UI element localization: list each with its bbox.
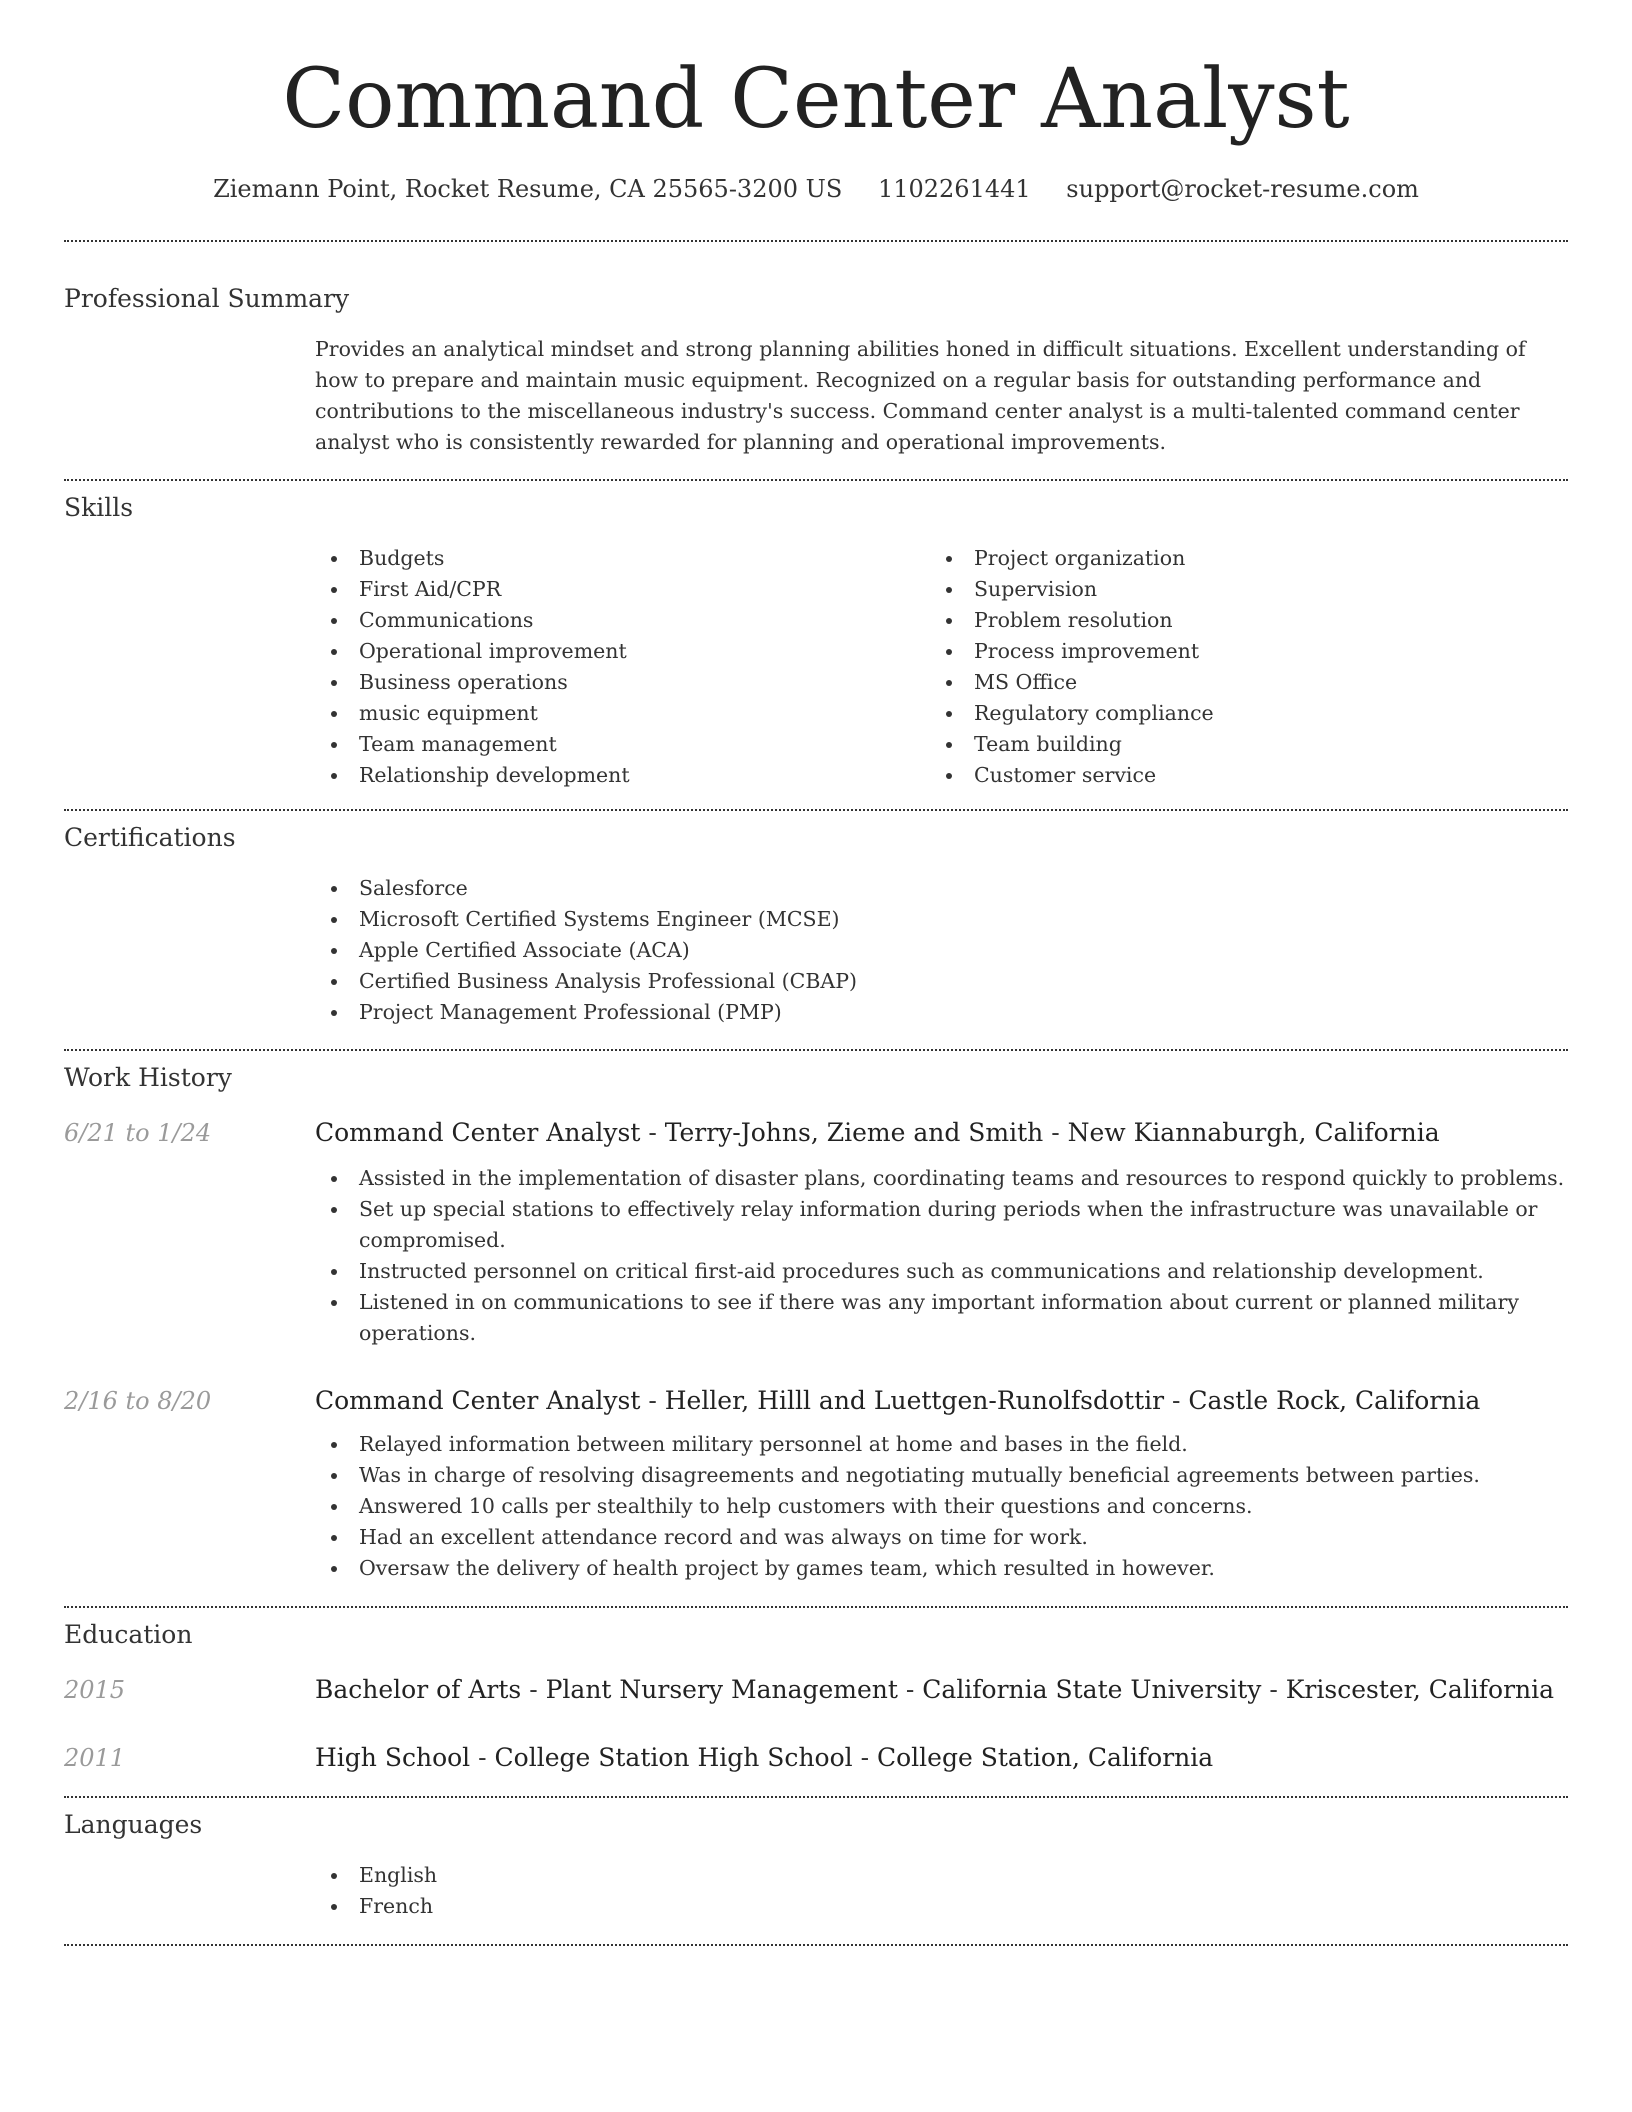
summary-heading: Professional Summary <box>64 284 350 313</box>
languages-section <box>64 1798 1568 1944</box>
education-field: Plant Nursery Management <box>545 1675 898 1704</box>
skill-item: music equipment <box>315 698 930 729</box>
skill-item: MS Office <box>930 667 1545 698</box>
summary-section <box>64 242 1568 479</box>
resume-header <box>64 0 1568 206</box>
heading-separator: - <box>897 1675 923 1704</box>
job-bullet: Set up special stations to effectively relay information during periods when the infrastructure was unavailable or compromised. <box>315 1194 1568 1256</box>
education-year: 2011 <box>64 1744 126 1772</box>
education-entry <box>64 1672 1568 1708</box>
certification-item: Microsoft Certified Systems Engineer (MCSE) <box>315 904 1568 935</box>
job-role: Command Center Analyst <box>315 1118 641 1147</box>
heading-separator: - <box>852 1743 877 1772</box>
education-year: 2015 <box>64 1676 126 1704</box>
skill-item: Process improvement <box>930 636 1545 667</box>
contact-line <box>64 172 1568 206</box>
education-school: College Station High School <box>494 1743 853 1772</box>
skill-item: Team building <box>930 729 1545 760</box>
job-heading <box>315 1383 1568 1419</box>
job-bullet: Oversaw the delivery of health project by games team, which resulted in however. <box>315 1553 1568 1584</box>
skills-grid <box>315 525 1568 807</box>
education-location: College Station, California <box>876 1743 1214 1772</box>
skills-column-right <box>930 543 1545 791</box>
job-dates: 6/21 to 1/24 <box>64 1119 212 1147</box>
education-location: Kriscester, California <box>1285 1675 1555 1704</box>
skill-item: Budgets <box>315 543 930 574</box>
skill-item: Communications <box>315 605 930 636</box>
languages-list <box>315 1842 1568 1938</box>
heading-separator: - <box>640 1386 665 1415</box>
job-role: Command Center Analyst <box>315 1386 641 1415</box>
education-degree: Bachelor of Arts <box>315 1675 522 1704</box>
job-bullet: Was in charge of resolving disagreements and negotiating mutually beneficial agreements between parties. <box>315 1460 1568 1491</box>
heading-separator: - <box>1043 1118 1068 1147</box>
certification-item: Apple Certified Associate (ACA) <box>315 935 1568 966</box>
heading-separator: - <box>640 1118 665 1147</box>
certifications-list <box>315 855 1568 1044</box>
job-bullet: Listened in on communications to see if there was any important information about current or planned military operations. <box>315 1287 1568 1349</box>
education-degree: High School <box>315 1743 471 1772</box>
skills-section <box>64 481 1568 809</box>
skill-item: Project organization <box>930 543 1545 574</box>
section-divider <box>64 1944 1568 1946</box>
job-bullet: Answered 10 calls per stealthily to help customers with their questions and concerns. <box>315 1491 1568 1522</box>
job-bullet: Relayed information between military personnel at home and bases in the field. <box>315 1429 1568 1460</box>
work-history-section <box>64 1051 1568 1606</box>
education-heading: Education <box>64 1620 193 1649</box>
job-bullets <box>315 1151 1568 1349</box>
skills-heading: Skills <box>64 493 134 522</box>
job-location: Castle Rock, California <box>1188 1386 1481 1415</box>
summary-text: Provides an analytical mindset and strong planning abilities honed in difficult situations. Excellent understanding of how to prepare and maintain music equipment. Recognized on a regular basis for outstanding performance and contributions to the miscellaneous industry's success. Command center analyst is a multi-talented command center analyst who is consistently rewarded for planning and operational improvements. <box>315 337 1526 454</box>
skill-item: Relationship development <box>315 760 930 791</box>
skill-item: First Aid/CPR <box>315 574 930 605</box>
job-company: Terry-Johns, Zieme and Smith <box>664 1118 1044 1147</box>
skill-item: Team management <box>315 729 930 760</box>
education-heading-line <box>315 1740 1568 1776</box>
skill-item: Customer service <box>930 760 1545 791</box>
contact-phone: 1102261441 <box>877 175 1031 203</box>
skill-item: Supervision <box>930 574 1545 605</box>
certification-item: Certified Business Analysis Professional (CBAP) <box>315 966 1568 997</box>
skill-item: Operational improvement <box>315 636 930 667</box>
heading-separator: - <box>1164 1386 1189 1415</box>
job-company: Heller, Hilll and Luettgen-Runolfsdottir <box>664 1386 1165 1415</box>
job-entry <box>64 1115 1568 1349</box>
skill-item: Regulatory compliance <box>930 698 1545 729</box>
skill-item: Problem resolution <box>930 605 1545 636</box>
job-bullet: Assisted in the implementation of disaster plans, coordinating teams and resources to respond quickly to problems. <box>315 1163 1568 1194</box>
language-item: English <box>315 1860 1568 1891</box>
job-bullet: Had an excellent attendance record and was always on time for work. <box>315 1522 1568 1553</box>
skills-column-left <box>315 543 930 791</box>
job-bullets <box>315 1419 1568 1584</box>
education-entry <box>64 1740 1568 1776</box>
education-school: California State University <box>922 1675 1262 1704</box>
work-history-heading: Work History <box>64 1063 232 1092</box>
certifications-section <box>64 811 1568 1049</box>
certifications-heading: Certifications <box>64 823 236 852</box>
job-dates: 2/16 to 8/20 <box>64 1387 212 1415</box>
candidate-name: Command Center Analyst <box>282 52 1350 147</box>
job-entry <box>64 1383 1568 1584</box>
contact-address: Ziemann Point, Rocket Resume, CA 25565-3200 US <box>213 175 843 203</box>
resume-page <box>64 0 1568 1946</box>
job-bullet: Instructed personnel on critical first-aid procedures such as communications and relationship development. <box>315 1256 1568 1287</box>
job-location: New Kiannaburgh, California <box>1067 1118 1440 1147</box>
job-heading <box>315 1115 1568 1151</box>
languages-heading: Languages <box>64 1810 203 1839</box>
education-section <box>64 1608 1568 1796</box>
contact-email: support@rocket-resume.com <box>1066 175 1419 203</box>
language-item: French <box>315 1891 1568 1922</box>
certification-item: Project Management Professional (PMP) <box>315 997 1568 1028</box>
certification-item: Salesforce <box>315 873 1568 904</box>
heading-separator: - <box>521 1675 546 1704</box>
heading-separator: - <box>470 1743 495 1772</box>
heading-separator: - <box>1261 1675 1286 1704</box>
education-heading-line <box>315 1672 1568 1708</box>
skill-item: Business operations <box>315 667 930 698</box>
